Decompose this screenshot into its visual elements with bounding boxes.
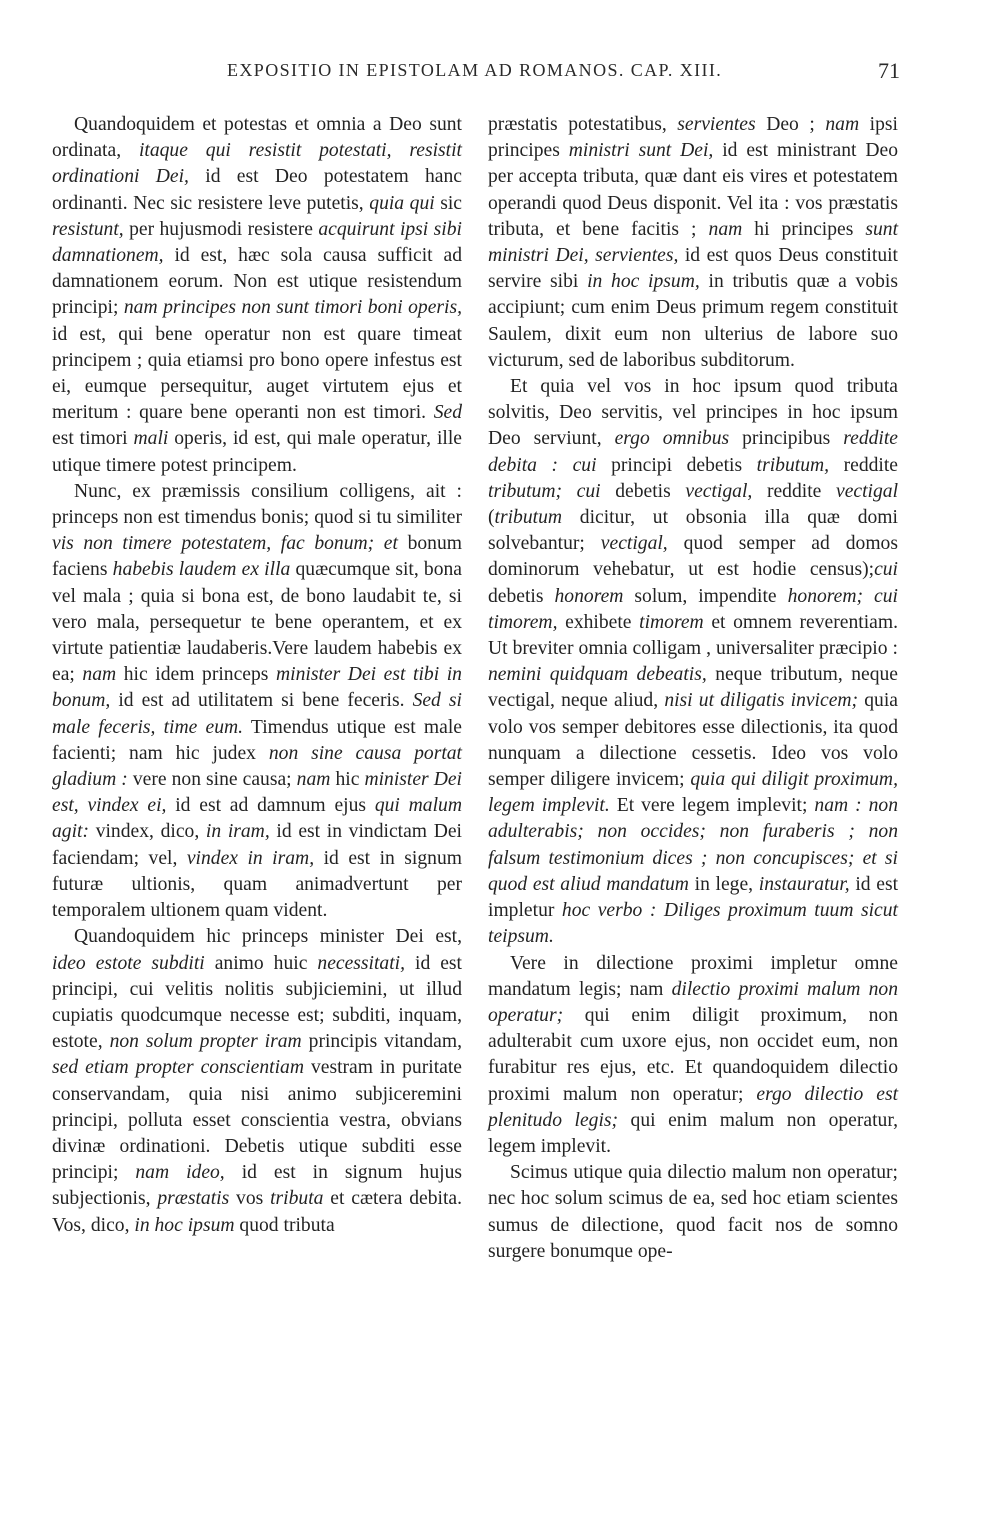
body-text: per hujusmodi resistere [123, 218, 319, 240]
body-text: Nunc, ex præmissis consilium colligens, ait : princeps non est timendus bonis; quod si tu similiter [52, 480, 462, 529]
italic-text: non sine causa portat gladium : [52, 742, 463, 791]
body-text: ipsi principes [488, 114, 898, 162]
italic-text: vis non timere potestatem, fac bonum; et [52, 533, 398, 555]
body-text: debetis [488, 585, 555, 607]
body-text: Deo ; [755, 114, 826, 135]
italic-text: minister Dei est tibi in bonum, [52, 664, 462, 712]
body-text: vestram in puritate conservandam, quia nisi animo subjiceremini principi, polluta esset conscientia vestra, obvians divinæ ordinationi. Debetis utique subditi esse principi; [52, 1057, 462, 1184]
body-text: ( [488, 507, 495, 529]
italic-text: tributum, [756, 454, 830, 476]
italic-text: Sed [433, 402, 462, 424]
italic-text: nam [296, 769, 331, 791]
italic-text: honorem [554, 585, 624, 607]
body-text: id est ad damnum ejus [166, 795, 375, 817]
body-text: id est principi, cui velitis nolitis subjiciemini, ut illud cupiatis quodcumque necesse est; subditi, inquam, estote, [52, 952, 462, 1053]
italic-text: in iram, [205, 821, 270, 843]
body-text: id est in vindictam Dei faciendam; vel, [52, 821, 462, 869]
body-text: principi debetis [596, 454, 757, 476]
body-text: debetis [600, 480, 686, 502]
italic-text: habebis laudem ex illa [112, 559, 291, 581]
running-head: EXPOSITIO IN EPISTOLAM AD ROMANOS. CAP. XIII. [227, 60, 723, 80]
italic-text: vectigal [836, 480, 899, 502]
body-text: quæcumque sit, bona vel mala ; quia si bona est, de bono laudabit te, si vero mala, persequetur te bene operantem, et ex virtute patientiæ laudaberis.Vere laudem habebis ex ea; [52, 559, 462, 686]
italic-text: tributum; cui [488, 480, 601, 502]
right-text-column [488, 112, 898, 1265]
body-text: dicitur, ut obsonia illa quæ domi solvebantur; [488, 507, 898, 555]
left-text-column [52, 112, 462, 1239]
body-text: animo huic [204, 952, 318, 974]
italic-text: nam ideo, [135, 1162, 225, 1184]
italic-text: ideo estote subditi [52, 952, 205, 974]
body-text: vere non sine causa; [127, 769, 297, 791]
italic-text: servientes [677, 114, 756, 135]
italic-text: acquirunt ipsi sibi damnationem, [52, 218, 462, 267]
body-text: Scimus utique quia dilectio malum non operatur; nec hoc solum scimus de ea, sed hoc etiam scientes sumus de dilectione, quod facit nos de somno surgere bonumque ope- [488, 1162, 898, 1262]
body-text: id est, qui bene operatur non est quare timeat principem ; quia etiamsi pro bono opere infestus est ei, eumque persequitur, auget virtutem ejus et meritum : quare bene operanti non est timori. [52, 323, 462, 424]
italic-text: honorem; cui timorem, [488, 585, 898, 633]
body-text: id est Deo potestatem hanc ordinanti. Nec sic resistere leve putetis, [52, 166, 462, 214]
italic-text: cui [874, 559, 898, 581]
body-text: exhibete [557, 611, 640, 633]
italic-text: Sed si male feceris, time eum. [52, 690, 462, 738]
body-text: id est, hæc sola causa sufficit ad damnationem eorum. Non est utique resistendum principi; [52, 245, 462, 319]
body-text: vos [229, 1188, 271, 1210]
body-text: est timori [52, 428, 134, 450]
italic-text: nemini quidquam debeatis, [488, 664, 707, 686]
italic-text: nisi ut diligatis invicem; [664, 690, 859, 712]
body-text: Et quia vel vos in hoc ipsum quod tributa solvitis, Deo servitis, vel principes in hoc ipsum Deo serviunt, [488, 376, 898, 450]
italic-text: sunt ministri Dei, servientes, [488, 218, 899, 267]
italic-text: nam [708, 218, 743, 240]
page-header [52, 58, 900, 86]
page-number: 71 [878, 58, 900, 83]
body-text: hi principes [742, 218, 866, 240]
body-text: reddite [752, 480, 836, 502]
paragraph [488, 1160, 898, 1265]
body-text: et omnem reverentiam. Ut breviter omnia colligam , universaliter præcipio : [488, 611, 898, 660]
body-text: sic [434, 192, 462, 214]
body-text: id est in signum hujus subjectionis, [52, 1162, 462, 1210]
italic-text: ergo dilectio est plenitudo legis; [488, 1083, 899, 1131]
italic-text: hoc verbo : Diliges proximum tuum sicut teipsum. [488, 900, 898, 948]
body-text: neque tributum, neque vectigal, neque aliud, [488, 664, 898, 712]
paragraph [488, 112, 898, 374]
italic-text: nam [82, 664, 117, 686]
italic-text: itaque qui resistit potestati, resistit ordinationi Dei, [52, 140, 462, 188]
paragraph [52, 112, 462, 479]
italic-text: in hoc ipsum, [587, 271, 700, 293]
italic-text: minister Dei est, vindex ei, [52, 769, 462, 817]
body-text: hic idem princeps [116, 664, 276, 686]
italic-text: dilectio proximi malum non operatur; [488, 978, 898, 1026]
italic-text: quia qui [369, 192, 435, 214]
body-text: id est impletur [488, 873, 899, 922]
body-text: principibus [729, 428, 844, 450]
italic-text: vectigal, [600, 533, 668, 555]
body-text: quod semper ad domos dominorum vehebatur, ut est hodie census); [488, 533, 898, 581]
paragraph [488, 374, 898, 950]
italic-text: mali [133, 428, 169, 450]
body-text: Timendus utique est male facienti; nam hic judex [52, 716, 462, 764]
italic-text: tributum [494, 507, 563, 529]
italic-text: ministri sunt Dei, [568, 140, 714, 162]
paragraph [52, 924, 462, 1238]
body-text: hic [330, 769, 365, 791]
body-text: quod tributa [234, 1214, 335, 1236]
body-text: operis, id est, qui male operatur, ille utique timere potest principem. [52, 428, 462, 476]
body-text: Et vere legem implevit; [609, 795, 815, 817]
paragraph [52, 479, 462, 924]
italic-text: vectigal, [685, 480, 753, 502]
body-text: id est ministrant Deo per accepta tributa, quæ dant eis vires et potestatem operandi quod Deus disponit. Vel ita : vos præstatis tributa, et bene facitis ; [488, 140, 898, 240]
italic-text: nam principes non sunt timori boni operis, [123, 297, 462, 319]
italic-text: non solum propter iram [109, 1031, 302, 1053]
italic-text: vindex in iram, [186, 847, 315, 869]
body-text: Quandoquidem hic princeps minister Dei est, [74, 926, 462, 948]
body-text: Quandoquidem et potestas et omnia a Deo sunt ordinata, [52, 114, 462, 162]
body-text: id est in signum futuræ ultionis, quam animadvertunt per temporalem ultionem quam vident. [52, 847, 462, 922]
body-text: qui enim diligit proximum, non adulterabit cum uxore ejus, non occidet eum, non furabitur res ejus, etc. Et quandoquidem dilectio proximi malum non operatur; [488, 1004, 898, 1105]
body-text: qui enim malum non operatur, legem implevit. [488, 1109, 898, 1157]
body-text: id est quos Deus constituit servire sibi [488, 245, 899, 293]
italic-text: reddite debita : cui [488, 428, 898, 476]
italic-text: in hoc ipsum [134, 1214, 235, 1236]
body-text: vindex, dico, [89, 821, 206, 843]
italic-text: resistunt, [52, 218, 124, 240]
italic-text: instauratur, [758, 873, 850, 895]
italic-text: præstatis [157, 1188, 230, 1210]
body-text: in lege, [688, 873, 759, 895]
body-text: principis vitandam, [301, 1031, 462, 1053]
paragraph [488, 951, 898, 1161]
body-text: reddite [829, 454, 898, 476]
italic-text: quia qui diligit proximum, legem implevit. [488, 769, 898, 817]
body-text: quia volo vos semper debitores esse dilectionis, ita quod nunquam a dilectione cessetis. Ideo vos volo semper diligere invicem; [488, 690, 898, 791]
italic-text: qui malum agit: [52, 795, 462, 843]
body-text: præstatis potestatibus, [488, 114, 678, 135]
body-text: in tributis quæ a vobis accipiunt; cum enim Deus primum regem constituit Saulem, dixit eum non ulterius de labore suo victurum, sed de laboribus subditorum. [488, 271, 898, 371]
body-text: et cætera debita. Vos, dico, [52, 1188, 462, 1236]
italic-text: sed etiam propter conscientiam [52, 1057, 304, 1079]
italic-text: tributa [270, 1188, 324, 1210]
body-text: id est ad utilitatem si bene feceris. [110, 690, 413, 712]
italic-text: nam : non adulterabis; non occides; non furaberis ; non falsum testimonium dices ; non concupisces; et si quod est aliud mandatum [488, 795, 898, 895]
body-text: Vere in dilectione proximi impletur omne mandatum legis; nam [488, 952, 898, 1000]
italic-text: ergo omnibus [614, 428, 730, 450]
italic-text: timorem [639, 611, 704, 633]
body-text: bonum faciens [52, 533, 463, 581]
italic-text: necessitati, [317, 952, 406, 974]
italic-text: nam [825, 114, 860, 135]
body-text: solum, impendite [623, 585, 788, 607]
